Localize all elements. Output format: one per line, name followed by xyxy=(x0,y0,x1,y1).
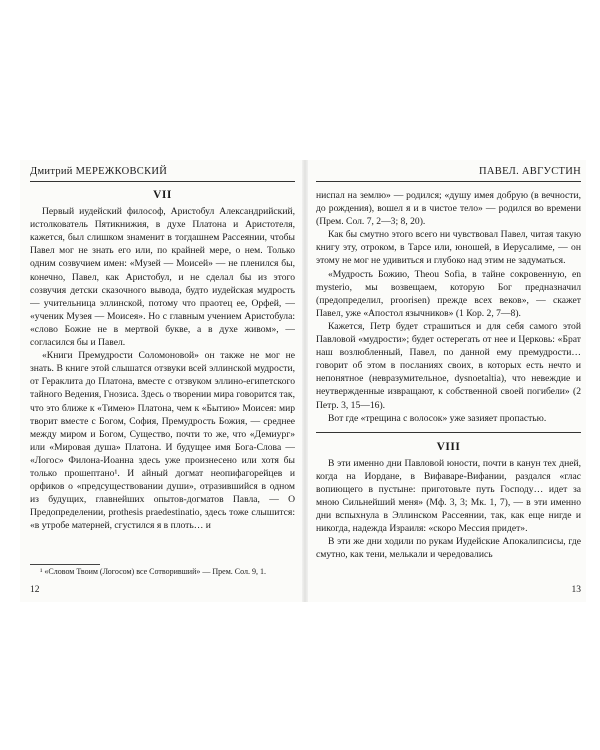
paragraph: «Мудрость Божию, Theou Sofia, в тайне сокровенную, en mysterio, мы возвещаем, которую Бог предназначил (предопределил, proorisen) прежде всех веков», — скажет Павел, уже «Апостол язычников» (1 Кор. 2, 7—8). xyxy=(316,268,581,319)
book-gutter xyxy=(302,160,308,602)
right-page-body xyxy=(316,189,581,562)
running-header-left: Дмитрий МЕРЕЖКОВСКИЙ xyxy=(30,166,168,177)
footnote-rule xyxy=(30,564,100,565)
paragraph: Как бы смутно этого всего ни чувствовал Павел, читая такую книгу эту, отроком, в Тарсе или, юношей, в Иерусалиме, — он этому не мог не удивиться и глубоко над этим не задуматься. xyxy=(316,229,581,267)
book-spread xyxy=(20,160,586,602)
paragraph: Вот где «трещина с волосок» уже зазияет пропастью. xyxy=(328,412,547,424)
paragraph: В эти именно дни Павловой юности, почти в канун тех дней, когда на Иордане, в Вифаваре-Вифании, раздался «глас вопиющего в пустыне: приготовьте путь Господу… идет за мною Сильнейший меня» (Мф. 3, 3; Мк. 1, 7), — в эти именно дни вспыхнула в Эллинском Рассеянии, так, как еще нигде и никогда, надежда Израиля: «скоро Мессия придет». xyxy=(316,457,581,535)
left-page-body xyxy=(30,189,295,532)
running-header-right: ПАВЕЛ. АВГУСТИН xyxy=(479,166,581,177)
page-number-left: 12 xyxy=(30,585,40,595)
section-divider xyxy=(316,432,581,433)
header-rule-left xyxy=(30,181,295,182)
paragraph: Первый иудейский философ, Аристобул Александрийский, истолкователь Пятикнижия, в духе Платона и Аристотеля, кажется, был слишком знаменит в тогдашнем Рассеянии, чтобы Павел мог не знать его или, по крайней мере, о нем. Только одним созвучием имен: «Музей — Моисей» — не пленился бы, конечно, Павел, как Аристобул, и не сделал бы из этого созвучия детски сказочного вывода, будто иудейская мудрость — учительница эллинской, потому что праотец ее, Орфей, — «ученик Музея — Моисея». Но с главным учением Аристобула: «слово Божие не в мертвой букве, а в духе живом», — согласился бы и Павел. xyxy=(30,206,295,349)
paragraph: Кажется, Петр будет страшиться и для себя самого этой Павловой «мудрости»; будет остерегать от нее и Церковь: «Брат наш возлюбленный, Павел, по данной ему премудрости… говорит об этом в посланиях своих, в которых есть нечто и непонятное (невразумительное, dysnoetaltіа), что невеждие и неутвержденные извращают, к собственной своей погибели» (2 Петр. 3, 15—16). xyxy=(316,320,581,411)
header-rule-right xyxy=(316,181,581,182)
right-page xyxy=(316,160,581,602)
paragraph: В эти же дни ходили по рукам Иудейские Апокалипсисы, где смутно, как тени, мелькали и чередовались xyxy=(316,536,581,561)
footnote: ¹ «Словом Твоим (Логосом) все Сотворивший» — Прем. Сол. 9, 1. xyxy=(40,567,266,576)
page-number-right: 13 xyxy=(571,585,581,595)
section-number-viii: VIII xyxy=(436,440,461,453)
paragraph: «Книги Премудрости Соломоновой» он также не мог не знать. В книге этой слышатся отзвуки всей эллинской мудрости, от Гераклита до Платона, вместе с отзвуком эллино-египетского тайного Ведения, Гнозиса. Здесь о творении мира говорится так, что это ближе к «Тимею» Платона, чем к «Бытию» Моисея: мир творит вместе с Богом, София, Премудрость Божия, — среднее между миром и Богом, Существо, почти то же, что «Демиург» или «Мировая душа» Платона. И будущее имя Бога-Слова — «Логос» Филона-Иоанна здесь уже произнесено или хотя бы только прошептано¹. И айный догмат неопифагорейцев и орфиков о «предсуществовании души», отразившийся в одном из будущих, главнейших опытов-догматов Павла, — О Предопределении, prothesis praedestinatio, здесь тоже слышится: «в утробе матерней, сгустился я в плоть… и xyxy=(30,350,295,532)
section-number-vii: VII xyxy=(153,189,172,201)
left-page xyxy=(30,160,295,602)
paragraph: ниспал на землю» — родился; «душу имея добрую (в вечности, до рождения), вошел я и в чистое тело» — родился во времени (Прем. Сол. 7, 2—3; 8, 20). xyxy=(316,190,581,228)
